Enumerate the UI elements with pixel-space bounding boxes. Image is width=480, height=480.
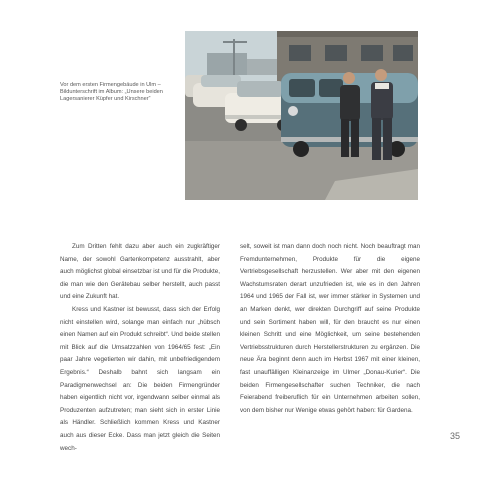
paragraph: Zum Dritten fehlt dazu aber auch ein zugkräftiger Name, der sowohl Gartenkompetenz ausstrahlt, aber auch möglichst global einsetzbar ist und für die Produkte, die man wie den Gerätebau selber herstellt, auch passt und eine Zukunft hat. bbox=[60, 243, 220, 301]
paragraph: selt, soweit ist man dann doch noch nicht. Noch beauftragt man Fremdunternehmen, Produkte für die eigene Vertriebsgesellschaft herzustellen. Wer aber mit den eigenen Wachstumsraten derart unzufrieden ist, wie es in den Jahren 1964 und 1965 der Fall ist, wer immer stärker in Systemen und an Marken denkt, wer direkten Durchgriff auf seine Produkte und sein Sortiment haben will, für den braucht es nur einen kleinen Schritt und eine Möglichkeit, um seine bestehenden Vertriebsstrukturen durch Herstellerstrukturen zu ergänzen. Die neue Ära beginnt denn auch im Herbst 1967 mit einer kleinen, fast unauffälligen Kleinanzeige im Ulmer „Donau-Kurier“. Die beiden Firmengesellschafter suchen Techniker, die nach Feierabend freiberuflich für ein Unternehmen arbeiten sollen, von dem bisher nur Wenige etwas gehört haben: für Gardena. bbox=[240, 243, 420, 414]
paragraph: Kress und Kastner ist bewusst, dass sich der Erfolg nicht einstellen wird, solange man einfach nur „hübsch einen Namen auf ein Produkt schreibt“. Und beide stellen mit Blick auf die Umsatzzahlen von 1964/65 fest: „Ein paar Jahre vegetierten wir dahin, mit unbefriedigendem Ergebnis.“ Deshalb bahnt sich langsam ein Paradigmenwechsel an: Die beiden Firmengründer haben eigentlich nicht vor, irgendwann selber einmal als Produzenten aufzutreten; man sieht sich in erster Linie als Händler. Schließlich kommen Kress und Kastner auch aus dieser Ecke. Dass man jetzt gleich die Seiten wech- bbox=[60, 305, 220, 452]
historical-photo bbox=[185, 31, 418, 200]
photo-caption: Vor dem ersten Firmengebäude in Ulm – Bildunterschrift im Album: „Unsere beiden Lagersanierer Küpfer und Kirschner“ bbox=[60, 82, 163, 103]
text-column-right bbox=[240, 241, 420, 417]
text-column-left bbox=[60, 241, 220, 455]
photo-illustration bbox=[185, 31, 418, 200]
page-number: 35 bbox=[450, 431, 461, 441]
